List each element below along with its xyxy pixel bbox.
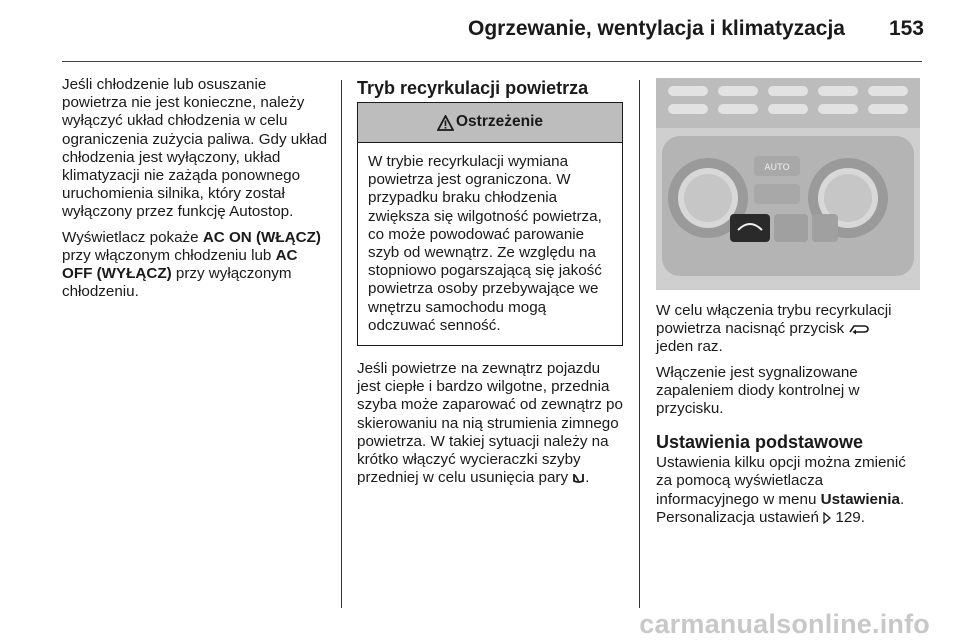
section-title-recirculation: Tryb recyrkulacji powietrza bbox=[357, 78, 589, 98]
warning-triangle-icon bbox=[437, 115, 454, 131]
paragraph-recirc-activate bbox=[656, 302, 924, 357]
text-segment: W celu włączenia trybu recyrkulacji powietrza nacisnąć przycisk bbox=[656, 302, 892, 338]
column-3 bbox=[656, 76, 924, 534]
warning-text: W trybie recyrkulacji wymiana powietrza jest ograniczona. W przypadku braku chłodzenia zwiększa się wilgotność powietrza, co może powodować parowanie szyb od wewnątrz. Ze względu na stopniowo pogarszającą się jakość powietrza osoby przebywające we wnętrzu samochodu mogą odczuwać senność. bbox=[368, 153, 602, 334]
text-segment: jeden raz. bbox=[656, 338, 723, 356]
wiper-icon bbox=[572, 471, 585, 484]
ac-on-label: AC ON (WŁĄCZ) bbox=[202, 228, 321, 246]
warning-label: Ostrzeżenie bbox=[455, 113, 543, 131]
subsection-title-basic-settings: Ustawienia podstawowe bbox=[656, 432, 864, 453]
ac-off-label: AC OFF (WYŁĄCZ) bbox=[62, 246, 298, 283]
warning-box bbox=[357, 102, 623, 346]
paragraph-led-indicator: Włączenie jest sygnalizowane zapaleniem diody kontrolnej w przycisku. bbox=[656, 363, 860, 418]
column-2 bbox=[357, 76, 623, 494]
paragraph-display bbox=[62, 229, 330, 302]
page-title: Ogrzewanie, wentylacja i klimatyzacja bbox=[467, 17, 845, 40]
climate-panel-illustration bbox=[656, 78, 920, 290]
page-reference-link[interactable]: 129. bbox=[835, 508, 865, 526]
watermark: carmanualsonline.info bbox=[639, 609, 930, 639]
column-divider-2 bbox=[639, 80, 640, 608]
paragraph-cooling-off: Jeśli chłodzenie lub osuszanie powietrza nie jest konieczne, należy wyłączyć układ chłodzenia w celu ograniczenia zużycia paliwa. Gdy układ chłodzenia jest wyłączony, układ klimatyzacji nie zażąda ponownego uruchomienia silnika, który został wyłączony przez funkcję Autostop. bbox=[62, 76, 328, 221]
column-divider-1 bbox=[341, 80, 342, 608]
paragraph-fogging bbox=[357, 360, 623, 487]
settings-menu-label: Ustawienia bbox=[820, 490, 900, 508]
warning-header bbox=[358, 103, 622, 143]
arrow-reference-icon bbox=[823, 512, 831, 524]
text-segment: przy włączonym chłodzeniu lub bbox=[62, 246, 276, 264]
recirculation-icon bbox=[848, 322, 870, 335]
paragraph-settings bbox=[656, 454, 924, 527]
text-segment: Ustawienia kilku opcji można zmienić za pomocą wyświetlacza informacyjnego w menu bbox=[656, 454, 906, 508]
text-segment: Jeśli powietrze na zewnątrz pojazdu jest ciepłe i bardzo wilgotne, przednia szyba może zaparować od zewnątrz po skierowaniu na nią strumienia zimnego powietrza. W takiej sytuacji należy na krótko włączyć wycieraczki szyby przedniej w celu usunięcia pary bbox=[357, 360, 623, 487]
auto-button-label: AUTO bbox=[764, 163, 790, 173]
header-divider bbox=[62, 61, 922, 62]
text-segment: Wyświetlacz pokaże bbox=[62, 228, 203, 246]
text-segment: przy wyłączonym chłodzeniu. bbox=[62, 265, 292, 301]
climate-control-photo bbox=[656, 78, 920, 290]
page-number: 153 bbox=[888, 17, 924, 40]
column-1 bbox=[62, 76, 330, 308]
text-segment: . Personalizacja ustawień bbox=[656, 490, 905, 526]
page-header bbox=[0, 0, 960, 62]
text-segment: . bbox=[585, 469, 590, 487]
